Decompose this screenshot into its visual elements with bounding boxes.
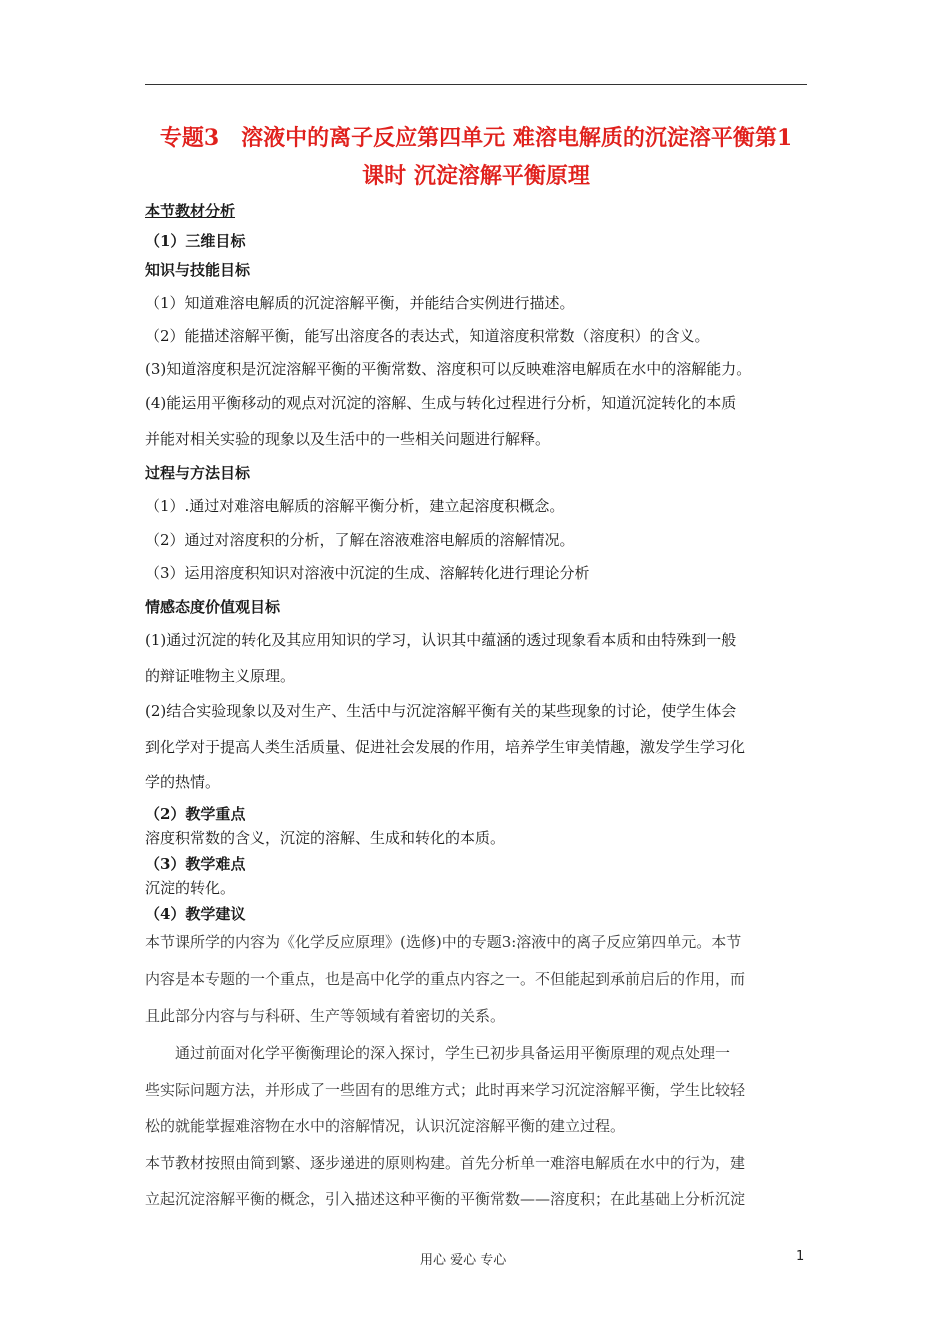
suggestion-para-2-line-3: 松的就能掌握难溶物在水中的溶解情况，认识沉淀溶解平衡的建立过程。 [145, 1117, 626, 1135]
heading-emotion-values: 情感态度价值观目标 [145, 598, 281, 616]
emotion-item-1-line-1: (1)通过沉淀的转化及其应用知识的学习，认识其中蕴涵的透过现象看本质和由特殊到一般 [145, 631, 737, 649]
heading-three-dim-goals: （1）三维目标 [145, 232, 246, 250]
knowledge-item-4-line-2: 并能对相关实验的现象以及生活中的一些相关问题进行解释。 [145, 430, 551, 448]
suggestion-para-3-line-2: 立起沉淀溶解平衡的概念，引入描述这种平衡的平衡常数——溶度积；在此基础上分析沉淀 [145, 1190, 746, 1208]
suggestion-para-2-line-2: 些实际问题方法，并形成了一些固有的思维方式；此时再来学习沉淀溶解平衡，学生比较轻 [145, 1081, 746, 1099]
suggestion-para-2-line-1: 通过前面对化学平衡衡理论的深入探讨，学生已初步具备运用平衡原理的观点处理一 [175, 1044, 731, 1062]
teaching-key-text: 溶度积常数的含义，沉淀的溶解、生成和转化的本质。 [145, 829, 506, 847]
knowledge-item-2: （2）能描述溶解平衡，能写出溶度各的表达式，知道溶度积常数（溶度积）的含义。 [145, 327, 710, 345]
knowledge-item-4-line-1: (4)能运用平衡移动的观点对沉淀的溶解、生成与转化过程进行分析，知道沉淀转化的本质 [145, 394, 737, 412]
heading-teaching-suggestion: （4）教学建议 [145, 905, 246, 923]
heading-knowledge-skills: 知识与技能目标 [145, 261, 251, 279]
knowledge-item-3: (3)知道溶度积是沉淀溶解平衡的平衡常数、溶度积可以反映难溶电解质在水中的溶解能力。 [145, 360, 752, 378]
emotion-item-2-line-3: 学的热情。 [145, 773, 221, 791]
knowledge-item-1: （1）知道难溶电解质的沉淀溶解平衡，并能结合实例进行描述。 [145, 294, 575, 312]
page-number: 1 [796, 1249, 805, 1264]
heading-teaching-difficulty: （3）教学难点 [145, 855, 246, 873]
process-item-2: （2）通过对溶度积的分析，了解在溶液难溶电解质的溶解情况。 [145, 531, 575, 549]
suggestion-para-1-line-3: 且此部分内容与与科研、生产等领域有着密切的关系。 [145, 1007, 506, 1025]
process-item-3: （3）运用溶度积知识对溶液中沉淀的生成、溶解转化进行理论分析 [145, 564, 590, 582]
heading-process-method: 过程与方法目标 [145, 464, 251, 482]
section-heading: 本节教材分析 [145, 202, 236, 220]
suggestion-para-1-line-2: 内容是本专题的一个重点，也是高中化学的重点内容之一。不但能起到承前启后的作用，而 [145, 970, 746, 988]
emotion-item-2-line-2: 到化学对于提高人类生活质量、促进社会发展的作用，培养学生审美情趣，激发学生学习化 [145, 738, 746, 756]
process-item-1: （1）.通过对难溶电解质的溶解平衡分析，建立起溶度积概念。 [145, 497, 565, 515]
emotion-item-2-line-1: (2)结合实验现象以及对生产、生活中与沉淀溶解平衡有关的某些现象的讨论，使学生体会 [145, 702, 737, 720]
suggestion-para-3-line-1: 本节教材按照由简到繁、逐步递进的原则构建。首先分析单一难溶电解质在水中的行为，建 [145, 1154, 746, 1172]
document-title-line-1: 专题3 溶液中的离子反应第四单元 难溶电解质的沉淀溶平衡第1 [159, 125, 793, 151]
emotion-item-1-line-2: 的辩证唯物主义原理。 [145, 667, 296, 685]
heading-teaching-key: （2）教学重点 [145, 805, 246, 823]
footer-motto: 用心 爱心 专心 [420, 1253, 507, 1268]
document-title-line-2: 课时 沉淀溶解平衡原理 [362, 163, 590, 189]
header-rule [145, 84, 807, 85]
teaching-difficulty-text: 沉淀的转化。 [145, 879, 236, 897]
suggestion-para-1-line-1: 本节课所学的内容为《化学反应原理》(选修)中的专题3:溶液中的离子反应第四单元。本节 [145, 933, 742, 951]
